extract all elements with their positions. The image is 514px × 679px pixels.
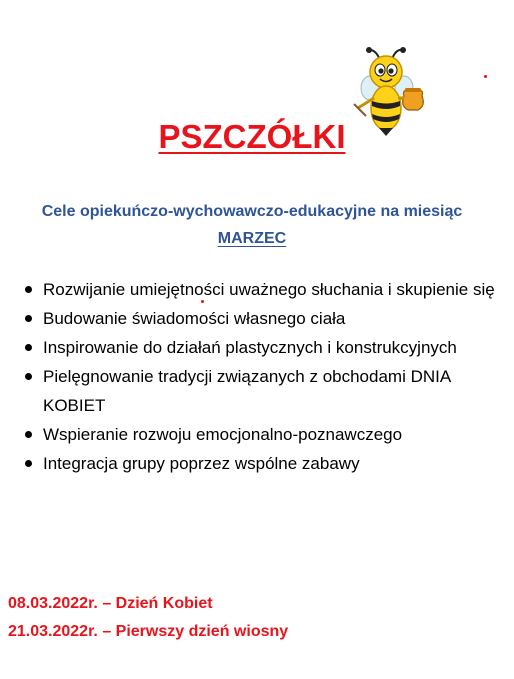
list-item-text: Pielęgnowanie tradycji związanych z obchodami DNIA KOBIET <box>43 367 451 415</box>
list-item <box>22 420 508 449</box>
list-item-text: Rozwijanie umiejętności uważnego słuchania i skupienie się <box>43 280 495 299</box>
list-item-text: Budowanie świadomości własnego ciała <box>43 309 346 328</box>
list-item-text: Integracja grupy poprzez wspólne zabawy <box>43 454 360 473</box>
bullet-icon <box>25 286 32 293</box>
goals-list <box>22 275 508 478</box>
list-item <box>22 449 508 478</box>
month-label: MARZEC <box>217 230 287 247</box>
list-item <box>22 362 508 420</box>
subtitle <box>0 198 504 252</box>
list-item <box>22 275 508 304</box>
list-item-text: Inspirowanie do działań plastycznych i konstrukcyjnych <box>43 338 457 357</box>
event-first-day-of-spring: 21.03.2022r. – Pierwszy dzień wiosny <box>8 623 289 640</box>
bullet-icon <box>25 344 32 351</box>
page-title: PSZCZÓŁKI <box>158 118 346 155</box>
list-item <box>22 304 508 333</box>
bullet-icon <box>25 460 32 467</box>
bullet-icon <box>25 373 32 380</box>
subtitle-text: Cele opiekuńczo-wychowawczo-edukacyjne na miesiąc <box>41 203 463 220</box>
events-section <box>8 590 288 646</box>
bullet-icon <box>25 315 32 322</box>
bee-with-honey-pot-icon <box>352 46 424 138</box>
list-item <box>22 333 508 362</box>
list-item-text: Wspieranie rozwoju emocjonalno-poznawczego <box>43 425 403 444</box>
decorative-dot <box>484 75 487 78</box>
bullet-icon <box>25 431 32 438</box>
event-womens-day: 08.03.2022r. – Dzień Kobiet <box>8 595 213 612</box>
